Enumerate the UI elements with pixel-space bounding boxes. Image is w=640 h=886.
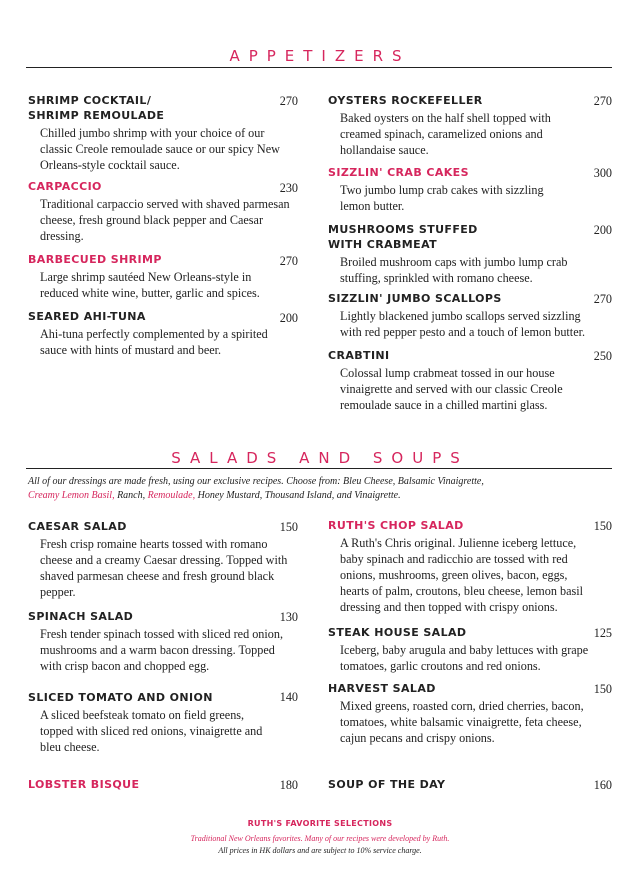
item-price: 180 [279,778,298,792]
item-name: CRABTINI [328,349,390,362]
item-name: SOUP OF THE DAY [328,778,446,791]
appetizers-heading: APPETIZERS [229,47,411,65]
item-name-line2: WITH CRABMEAT [328,238,438,251]
item-name: SLICED TOMATO AND ONION [28,691,213,704]
item-description: Fresh tender spinach tossed with sliced red onion, mushrooms and a warm bacon dressing. Topped with crisp bacon and chopped egg. [40,627,284,673]
item-name: SPINACH SALAD [28,610,134,623]
item-price: 150 [593,519,612,533]
dressings-note: All of our dressings are made fresh, using our exclusive recipes. Choose from: Bleu Cheese, Balsamic Vinaigrette, Creamy Lemon Basil, Ranch, Remoulade, Honey Mustard, Thousand Island, and Vinaigrette. [28,476,484,501]
item-description: Ahi-tuna perfectly complemented by a spirited sauce with hints of mustard and beer. [40,327,268,357]
salads-divider [26,468,612,469]
item-description: Baked oysters on the half shell topped with creamed spinach, caramelized onions and hollandaise sauce. [340,111,551,157]
item-name: BARBECUED SHRIMP [28,253,162,266]
item-description: Large shrimp sautéed New Orleans-style in reduced white wine, butter, garlic and spices. [40,270,260,300]
footer-prices-note: All prices in HK dollars and are subject to 10% service charge. [218,846,422,855]
item-name: OYSTERS ROCKEFELLER [328,94,483,107]
item-price: 270 [593,292,612,306]
item-price: 300 [593,166,612,180]
item-description: Iceberg, baby arugula and baby lettuces with grape tomatoes, garlic croutons and red onions. [340,643,589,673]
item-price: 130 [279,610,298,624]
item-description: Two jumbo lump crab cakes with sizzling lemon butter. [340,183,544,213]
item-price: 200 [279,311,298,325]
item-price: 270 [593,94,612,108]
item-price: 160 [593,778,612,792]
item-price: 270 [279,254,298,268]
item-price: 150 [593,682,612,696]
footer-favorites-note: Traditional New Orleans favorites. Many of our recipes were developed by Ruth. [190,834,450,843]
item-name: MUSHROOMS STUFFED [328,223,478,236]
item-price: 140 [279,690,298,704]
item-description: Colossal lump crabmeat tossed in our house vinaigrette and served with our classic Creole remoulade sauce in a chilled martini glass. [340,366,563,412]
item-price: 230 [279,181,298,195]
item-price: 150 [279,520,298,534]
item-price: 200 [593,223,612,237]
item-price: 270 [279,94,298,108]
item-price: 250 [593,349,612,363]
item-name: CAESAR SALAD [28,520,127,533]
item-name: STEAK HOUSE SALAD [328,626,467,639]
item-name: SEARED AHI-TUNA [28,310,146,323]
item-name: SIZZLIN' JUMBO SCALLOPS [328,292,502,305]
item-description: Traditional carpaccio served with shaved parmesan cheese, fresh ground black pepper and Caesar dressing. [40,197,290,243]
item-description: A sliced beefsteak tomato on field greens, topped with sliced red onions, vinaigrette and bleu cheese. [40,708,263,754]
item-name: SIZZLIN' CRAB CAKES [328,166,469,179]
item-name: LOBSTER BISQUE [28,778,140,791]
item-name: RUTH'S CHOP SALAD [328,519,464,532]
item-description: Fresh crisp romaine hearts tossed with romano cheese and a creamy Caesar dressing. Topped with shaved parmesan cheese and fresh ground black pepper. [40,537,288,599]
item-description: Lightly blackened jumbo scallops served sizzling with red pepper pesto and a touch of lemon butter. [340,309,586,339]
item-price: 125 [593,626,612,640]
item-name: HARVEST SALAD [328,682,436,695]
item-name-line2: SHRIMP REMOULADE [28,109,165,122]
item-name: SHRIMP COCKTAIL/ [28,94,152,107]
appetizers-divider [26,67,612,68]
item-description: Broiled mushroom caps with jumbo lump crab stuffing, sprinkled with romano cheese. [340,255,568,285]
item-name: CARPACCIO [28,180,102,193]
footer-title: RUTH'S FAVORITE SELECTIONS [247,819,393,828]
item-description: Chilled jumbo shrimp with your choice of our classic Creole remoulade sauce or our spicy New Orleans-style cocktail sauce. [40,126,280,172]
item-description: A Ruth's Chris original. Julienne iceberg lettuce, baby spinach and radicchio are tossed with red onions, mushrooms, green olives, bacon, eggs, hearts of palm, croutons, bleu cheese, lemon basil dressing and then topped with crispy onions. [340,536,584,614]
item-description: Mixed greens, roasted corn, dried cherries, bacon, tomatoes, white balsamic vinaigrette, feta cheese, cajun pecans and crispy onions. [340,699,584,745]
salads-heading: SALADS AND SOUPS [171,449,469,467]
